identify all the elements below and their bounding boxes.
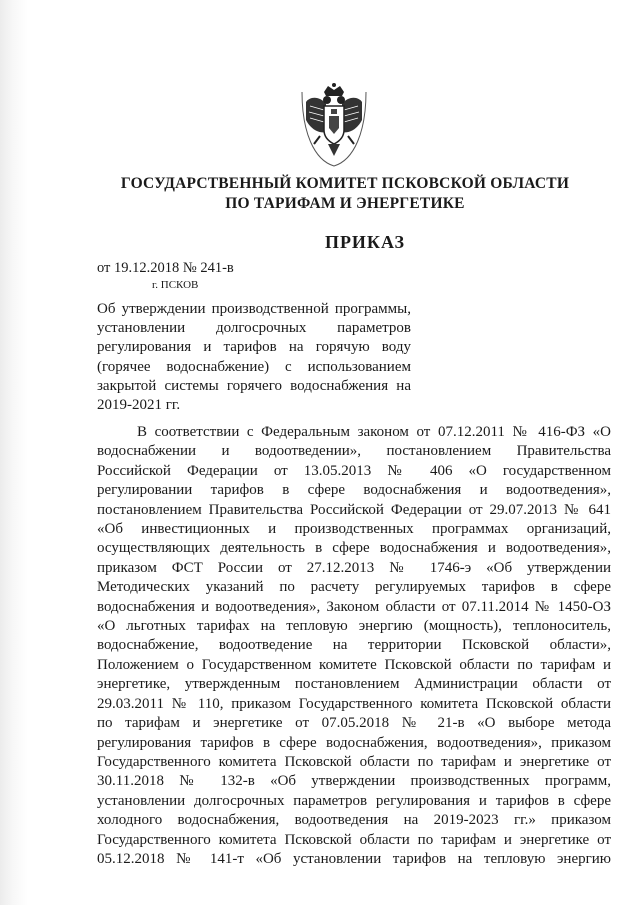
body-line: Методических указаний по расчету регулируемых тарифов в сфере <box>97 579 611 596</box>
body-line: установлении долгосрочных параметров регулирования и тарифов в сфере <box>97 792 611 809</box>
subject-line: регулирования и тарифов на горячую воду <box>97 339 411 356</box>
subject-line: установлении долгосрочных параметров <box>97 320 411 337</box>
scan-edge-shadow <box>0 0 28 905</box>
body-line: Российской Федерации от 13.05.2013 № 406 «О государственном <box>97 462 611 479</box>
body-line: осуществляющих деятельность в сфере водоснабжения и водоотведения», <box>97 540 611 557</box>
body-line: регулирования тарифов в сфере водоснабжения, водоотведения», приказом <box>97 734 611 751</box>
body-line: 29.03.2011 № 110, приказом Государственного комитета Псковской области <box>97 695 611 712</box>
header-line-2: ПО ТАРИФАМ И ЭНЕРГЕТИКЕ <box>225 195 465 212</box>
body-line: водоснабжении и водоотведении», постановлением Правительства <box>97 443 611 460</box>
body-line: постановлением Правительства Российской Федерации от 29.07.2013 № 641 <box>97 501 611 518</box>
header-line-1: ГОСУДАРСТВЕННЫЙ КОМИТЕТ ПСКОВСКОЙ ОБЛАСТИ <box>120 175 570 192</box>
body-line: 30.11.2018 № 132-в «Об утверждении производственных программ, <box>97 773 611 790</box>
body-line: водоснабжение, водоотведение на территории Псковской области», <box>97 637 611 654</box>
subject-line: 2019-2021 гг. <box>97 397 181 414</box>
coat-of-arms-icon <box>300 82 368 168</box>
body-line: Государственного комитета Псковской области по тарифам и энергетике от <box>97 831 611 848</box>
order-city: г. ПСКОВ <box>152 279 199 291</box>
order-title: ПРИКАЗ <box>324 232 406 252</box>
body-line: Положением о Государственном комитете Псковской области по тарифам и <box>97 656 611 673</box>
subject-line: закрытой системы горячего водоснабжения на <box>97 377 411 394</box>
body-line: Государственного комитета Псковской области по тарифам и энергетике от <box>97 753 611 770</box>
body-line: водоснабжения и водоотведения», Законом области от 07.11.2014 № 1450-ОЗ <box>97 598 611 615</box>
body-line: 05.12.2018 № 141-т «Об установлении тарифов на тепловую энергию <box>97 850 611 867</box>
body-line: В соответствии с Федеральным законом от 07.12.2011 № 416-ФЗ «О <box>137 424 611 440</box>
body-line: энергетике, утвержденным постановлением Администрации области от <box>97 676 611 693</box>
committee-header <box>0 174 640 214</box>
order-body-text <box>97 423 611 869</box>
body-line: «Об инвестиционных и производственных программах организаций, <box>97 521 611 538</box>
body-line: по тарифам и энергетике от 07.05.2018 № 21-в «О выборе метода <box>97 715 611 732</box>
subject-line: (горячее водоснабжение) с использованием <box>97 358 411 375</box>
order-subject <box>97 300 411 415</box>
body-line: приказом ФСТ России от 27.12.2013 № 1746-э «Об утверждении <box>97 559 611 576</box>
order-date-number: от 19.12.2018 № 241-в <box>97 260 234 276</box>
body-line: регулировании тарифов в сфере водоснабжения и водоотведения», <box>97 482 611 499</box>
subject-line: Об утверждении производственной программы, <box>97 301 411 317</box>
body-line: холодного водоснабжения, водоотведения на 2019-2023 гг.» приказом <box>97 812 611 829</box>
body-line: «О льготных тарифах на тепловую энергию (мощность), теплоноситель, <box>97 618 611 635</box>
